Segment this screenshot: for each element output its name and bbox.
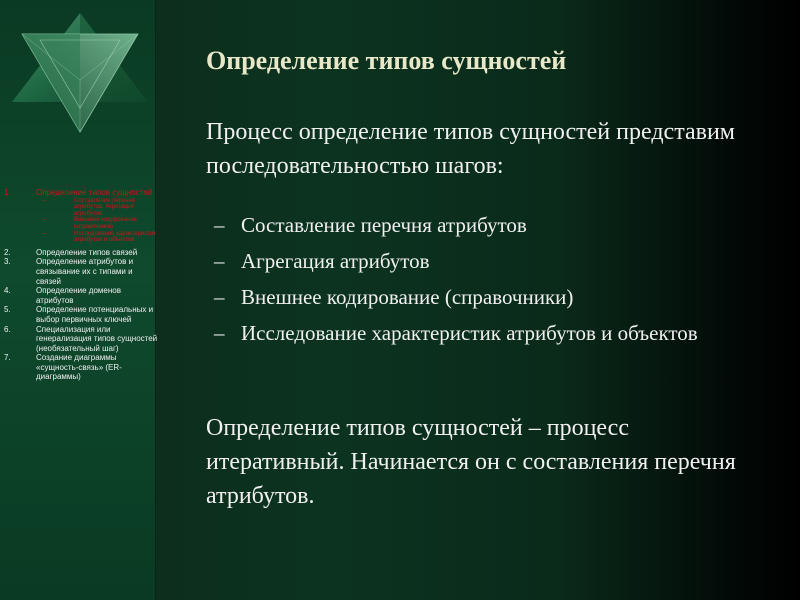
bullet-dash: –: [214, 213, 225, 237]
nav-item-number: 5.: [4, 305, 11, 315]
nav-item-active[interactable]: [4, 188, 158, 198]
bullet-list: [214, 212, 754, 356]
slide-title: Определение типов сущностей: [206, 46, 567, 75]
nav-item-label: Определение типов связей: [36, 247, 138, 257]
nav-subitem-dash: –: [42, 230, 46, 237]
bullet-item: [214, 320, 754, 346]
nav-subitem-dash: –: [42, 197, 46, 204]
bullet-text: Внешнее кодирование (справочники): [241, 285, 574, 309]
nav-item[interactable]: [4, 353, 158, 382]
bullet-dash: –: [214, 285, 225, 309]
nav-subitems: [42, 198, 158, 244]
nav-subitem[interactable]: [42, 231, 158, 244]
nav-item[interactable]: [4, 248, 158, 258]
nav-subitem-dash: –: [42, 217, 46, 224]
nav-item-number: 3.: [4, 257, 11, 267]
nav-item-label: Определение доменов атрибутов: [36, 286, 121, 305]
green-marble-triangle-icon: [10, 10, 150, 135]
nav-item-label: Определение атрибутов и связывание их с типами и связей: [36, 257, 134, 286]
nav-item-label: Специализация или генерализация типов сущностей (необязательный шаг): [36, 324, 158, 353]
nav-subitem-label: Внешнее кодирование (справочники): [74, 217, 138, 230]
nav-item-label: Определение типов сущностей: [36, 188, 153, 197]
nav-item-label: Создание диаграммы «сущность-связь» (ER-диаграммы): [36, 353, 122, 382]
nav-item-label: Определение потенциальных и выбор первичных ключей: [36, 305, 154, 324]
bullet-item: [214, 248, 754, 274]
bullet-item: [214, 212, 754, 238]
nav-item-number: 6.: [4, 324, 11, 334]
nav-item[interactable]: [4, 257, 158, 286]
bullet-dash: –: [214, 321, 225, 345]
nav-item[interactable]: [4, 325, 158, 354]
conclusion-text: Определение типов сущностей – процесс итеративный. Начинается он с составления перечня атрибутов.: [206, 415, 736, 509]
bullet-text: Агрегация атрибутов: [241, 249, 430, 273]
bullet-dash: –: [214, 249, 225, 273]
nav-item-number: 1.: [4, 188, 11, 197]
nav-item-number: 4.: [4, 286, 11, 296]
nav-subitem[interactable]: [42, 198, 158, 218]
bullet-text: Составление перечня атрибутов: [241, 213, 527, 237]
sidebar: [0, 0, 156, 600]
nav-subitem-label: Исследование характеристик атрибутов и объектов: [74, 230, 157, 244]
bullet-item: [214, 284, 754, 310]
nav-subitem-label: Составление перечня атрибутов. Агрегация атрибутов: [74, 197, 135, 217]
nav-item[interactable]: [4, 305, 158, 324]
bullet-text: Исследование характеристик атрибутов и объектов: [241, 321, 698, 345]
slide-navigation: [4, 188, 158, 382]
nav-item[interactable]: [4, 286, 158, 305]
nav-item-number: 2.: [4, 247, 11, 257]
intro-text: Процесс определение типов сущностей представим последовательностью шагов:: [206, 119, 735, 179]
nav-subitem[interactable]: [42, 217, 158, 230]
nav-item-number: 7.: [4, 353, 11, 363]
